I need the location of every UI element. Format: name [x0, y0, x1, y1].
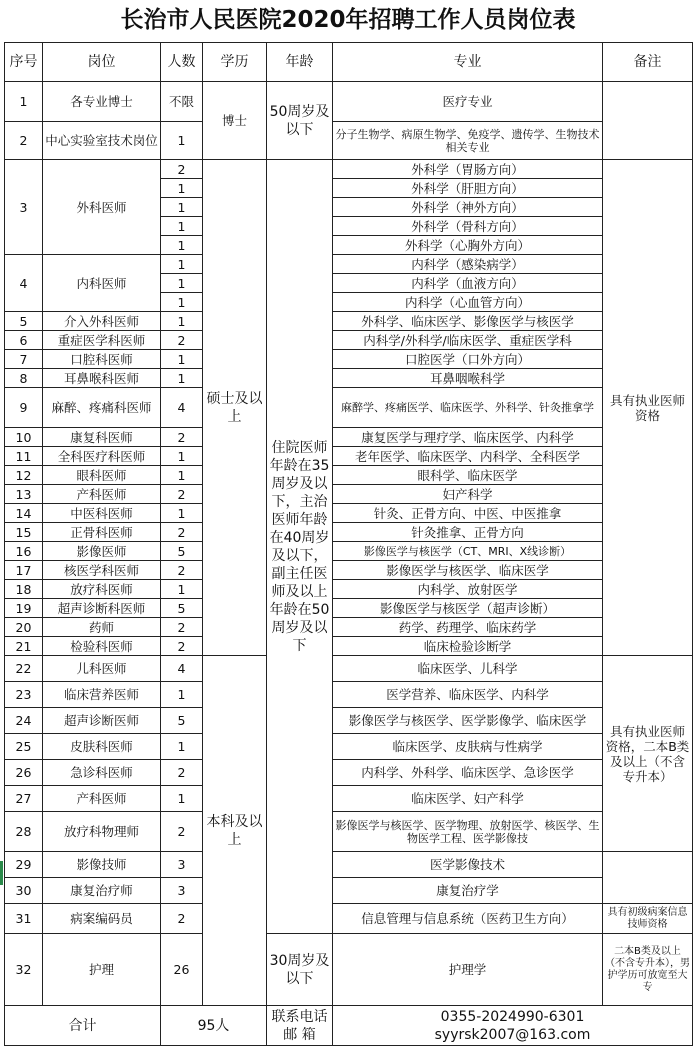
row-count: 2 — [161, 812, 203, 852]
row-post: 眼科医师 — [43, 466, 161, 485]
row-post: 药师 — [43, 618, 161, 637]
row-post: 康复治疗师 — [43, 878, 161, 904]
row-post: 麻醉、疼痛科医师 — [43, 388, 161, 428]
row-number: 31 — [5, 904, 43, 934]
row-number: 16 — [5, 542, 43, 561]
header-major: 专业 — [333, 43, 603, 82]
row-major: 内科学（心血管方向） — [333, 293, 603, 312]
row-post: 全科医疗科医师 — [43, 447, 161, 466]
table-row — [5, 878, 693, 904]
row-number: 13 — [5, 485, 43, 504]
row-post: 中医科医师 — [43, 504, 161, 523]
row-post: 各专业博士 — [43, 82, 161, 122]
row-major: 外科学（心胸外方向） — [333, 236, 603, 255]
table-row — [5, 428, 693, 447]
row-number: 29 — [5, 852, 43, 878]
note-cell: 具有初级病案信息技师资格 — [603, 904, 693, 934]
row-number: 21 — [5, 637, 43, 656]
row-count: 3 — [161, 852, 203, 878]
row-post: 临床营养医师 — [43, 682, 161, 708]
row-number: 1 — [5, 82, 43, 122]
table-row — [5, 934, 693, 1006]
row-major: 信息管理与信息系统（医药卫生方向） — [333, 904, 603, 934]
table-row — [5, 447, 693, 466]
row-count: 1 — [161, 734, 203, 760]
edu-cell: 硕士及以上 — [203, 160, 267, 656]
row-count: 4 — [161, 656, 203, 682]
row-count: 1 — [161, 369, 203, 388]
row-count: 1 — [161, 255, 203, 274]
row-post: 急诊科医师 — [43, 760, 161, 786]
table-row — [5, 122, 693, 160]
row-number: 24 — [5, 708, 43, 734]
row-major: 临床医学、皮肤病与性病学 — [333, 734, 603, 760]
row-major: 内科学、外科学、临床医学、急诊医学 — [333, 760, 603, 786]
row-number: 3 — [5, 160, 43, 255]
row-post: 耳鼻喉科医师 — [43, 369, 161, 388]
row-count: 1 — [161, 274, 203, 293]
row-count: 2 — [161, 904, 203, 934]
note-cell: 具有执业医师资格，二本B类及以上（不含专升本） — [603, 656, 693, 852]
row-number: 19 — [5, 599, 43, 618]
table-footer-row — [5, 1006, 693, 1046]
header-edu: 学历 — [203, 43, 267, 82]
row-major: 临床医学、儿科学 — [333, 656, 603, 682]
contact-email[interactable]: syyrsk2007@163.com — [434, 1026, 591, 1043]
table-row — [5, 786, 693, 812]
note-cell: 二本B类及以上（不含专升本），男护学历可放宽至大专 — [603, 934, 693, 1006]
header-no: 序号 — [5, 43, 43, 82]
table-row — [5, 466, 693, 485]
total-label: 合计 — [5, 1006, 161, 1046]
row-number: 25 — [5, 734, 43, 760]
row-number: 4 — [5, 255, 43, 312]
row-count: 5 — [161, 708, 203, 734]
row-count: 1 — [161, 504, 203, 523]
row-post: 影像技师 — [43, 852, 161, 878]
row-major: 老年医学、临床医学、内科学、全科医学 — [333, 447, 603, 466]
row-major: 外科学（骨科方向） — [333, 217, 603, 236]
row-count: 1 — [161, 447, 203, 466]
row-post: 外科医师 — [43, 160, 161, 255]
row-major: 内科学、放射医学 — [333, 580, 603, 599]
row-count: 2 — [161, 160, 203, 179]
row-post: 产科医师 — [43, 485, 161, 504]
row-count: 1 — [161, 580, 203, 599]
table-row — [5, 160, 693, 179]
row-post: 内科医师 — [43, 255, 161, 312]
row-number: 23 — [5, 682, 43, 708]
row-post: 放疗科医师 — [43, 580, 161, 599]
row-major: 内科学（感染病学） — [333, 255, 603, 274]
row-count: 2 — [161, 331, 203, 350]
row-major: 医疗专业 — [333, 82, 603, 122]
row-major: 麻醉学、疼痛医学、临床医学、外科学、针灸推拿学 — [333, 388, 603, 428]
table-row — [5, 331, 693, 350]
row-number: 30 — [5, 878, 43, 904]
row-major: 临床医学、妇产科学 — [333, 786, 603, 812]
row-major: 外科学（胃肠方向） — [333, 160, 603, 179]
table-row — [5, 542, 693, 561]
row-number: 9 — [5, 388, 43, 428]
table-row — [5, 82, 693, 122]
header-count: 人数 — [161, 43, 203, 82]
row-number: 27 — [5, 786, 43, 812]
row-count: 不限 — [161, 82, 203, 122]
table-row — [5, 580, 693, 599]
row-number: 32 — [5, 934, 43, 1006]
row-major: 护理学 — [333, 934, 603, 1006]
scroll-edge-marker — [0, 861, 3, 885]
row-number: 10 — [5, 428, 43, 447]
row-number: 14 — [5, 504, 43, 523]
row-major: 外科学（神外方向） — [333, 198, 603, 217]
row-major: 医学营养、临床医学、内科学 — [333, 682, 603, 708]
row-count: 2 — [161, 760, 203, 786]
row-count: 1 — [161, 786, 203, 812]
note-cell — [603, 82, 693, 160]
age-cell: 50周岁及以下 — [267, 82, 333, 160]
row-major: 耳鼻咽喉科学 — [333, 369, 603, 388]
row-count: 1 — [161, 312, 203, 331]
row-count: 2 — [161, 561, 203, 580]
table-row — [5, 734, 693, 760]
row-number: 17 — [5, 561, 43, 580]
row-major: 内科学/外科学/临床医学、重症医学科 — [333, 331, 603, 350]
row-number: 18 — [5, 580, 43, 599]
note-cell — [603, 852, 693, 904]
table-row — [5, 904, 693, 934]
table-row — [5, 637, 693, 656]
row-number: 15 — [5, 523, 43, 542]
row-number: 2 — [5, 122, 43, 160]
row-count: 5 — [161, 599, 203, 618]
contact-phone: 0355-2024990-6301 — [440, 1008, 585, 1025]
row-number: 11 — [5, 447, 43, 466]
row-major: 分子生物学、病原生物学、免疫学、遗传学、生物技术相关专业 — [333, 122, 603, 160]
row-count: 1 — [161, 293, 203, 312]
row-post: 病案编码员 — [43, 904, 161, 934]
row-major: 针灸、正骨方向、中医、中医推拿 — [333, 504, 603, 523]
age-cell: 30周岁及以下 — [267, 934, 333, 1006]
row-major: 影像医学与核医学（CT、MRI、X线诊断） — [333, 542, 603, 561]
row-count: 1 — [161, 122, 203, 160]
row-post: 护理 — [43, 934, 161, 1006]
row-count: 2 — [161, 618, 203, 637]
table-row — [5, 350, 693, 369]
table-row — [5, 656, 693, 682]
row-number: 7 — [5, 350, 43, 369]
row-count: 2 — [161, 637, 203, 656]
row-number: 5 — [5, 312, 43, 331]
row-count: 2 — [161, 428, 203, 447]
row-major: 外科学（肝胆方向） — [333, 179, 603, 198]
row-major: 影像医学与核医学、临床医学 — [333, 561, 603, 580]
row-major: 眼科学、临床医学 — [333, 466, 603, 485]
table-header-row — [5, 43, 693, 82]
table-row — [5, 618, 693, 637]
row-count: 2 — [161, 523, 203, 542]
row-major: 影像医学与核医学（超声诊断） — [333, 599, 603, 618]
row-number: 12 — [5, 466, 43, 485]
row-count: 1 — [161, 466, 203, 485]
row-major: 针灸推拿、正骨方向 — [333, 523, 603, 542]
edu-cell: 本科及以上 — [203, 656, 267, 1006]
table-row — [5, 255, 693, 274]
row-count: 1 — [161, 350, 203, 369]
row-major: 医学影像技术 — [333, 852, 603, 878]
table-row — [5, 852, 693, 878]
row-count: 1 — [161, 682, 203, 708]
page-title: 长治市人民医院2020年招聘工作人员岗位表 — [120, 7, 576, 33]
row-major: 临床检验诊断学 — [333, 637, 603, 656]
note-cell: 具有执业医师资格 — [603, 160, 693, 656]
row-post: 正骨科医师 — [43, 523, 161, 542]
row-post: 检验科医师 — [43, 637, 161, 656]
row-post: 介入外科医师 — [43, 312, 161, 331]
header-note: 备注 — [603, 43, 693, 82]
row-post: 产科医师 — [43, 786, 161, 812]
row-count: 26 — [161, 934, 203, 1006]
contact-info — [333, 1006, 693, 1046]
row-post: 儿科医师 — [43, 656, 161, 682]
row-count: 5 — [161, 542, 203, 561]
table-row — [5, 599, 693, 618]
table-row — [5, 504, 693, 523]
row-major: 妇产科学 — [333, 485, 603, 504]
row-count: 3 — [161, 878, 203, 904]
table-row — [5, 485, 693, 504]
header-post: 岗位 — [43, 43, 161, 82]
row-post: 影像医师 — [43, 542, 161, 561]
table-row — [5, 760, 693, 786]
row-post: 核医学科医师 — [43, 561, 161, 580]
row-post: 皮肤科医师 — [43, 734, 161, 760]
row-number: 20 — [5, 618, 43, 637]
row-major: 影像医学与核医学、医学影像学、临床医学 — [333, 708, 603, 734]
recruitment-table — [4, 42, 693, 1046]
row-post: 重症医学科医师 — [43, 331, 161, 350]
row-major: 口腔医学（口外方向） — [333, 350, 603, 369]
table-row — [5, 812, 693, 852]
table-row — [5, 388, 693, 428]
row-post: 放疗科物理师 — [43, 812, 161, 852]
row-count: 2 — [161, 485, 203, 504]
row-count: 1 — [161, 217, 203, 236]
row-number: 8 — [5, 369, 43, 388]
table-row — [5, 561, 693, 580]
row-count: 4 — [161, 388, 203, 428]
header-age: 年龄 — [267, 43, 333, 82]
row-major: 内科学（血液方向） — [333, 274, 603, 293]
table-row — [5, 682, 693, 708]
table-row — [5, 312, 693, 331]
row-post: 康复科医师 — [43, 428, 161, 447]
row-number: 6 — [5, 331, 43, 350]
row-major: 康复治疗学 — [333, 878, 603, 904]
row-post: 口腔科医师 — [43, 350, 161, 369]
row-major: 外科学、临床医学、影像医学与核医学 — [333, 312, 603, 331]
row-number: 26 — [5, 760, 43, 786]
edu-cell: 博士 — [203, 82, 267, 160]
row-count: 1 — [161, 198, 203, 217]
age-cell: 住院医师年龄在35周岁及以下，主治医师年龄在40周岁及以下，副主任医师及以上年龄在50周岁及以下 — [267, 160, 333, 934]
row-count: 1 — [161, 179, 203, 198]
row-post: 超声诊断医师 — [43, 708, 161, 734]
total-value: 95人 — [161, 1006, 267, 1046]
row-major: 康复医学与理疗学、临床医学、内科学 — [333, 428, 603, 447]
table-row — [5, 523, 693, 542]
row-major: 药学、药理学、临床药学 — [333, 618, 603, 637]
row-count: 1 — [161, 236, 203, 255]
row-post: 超声诊断科医师 — [43, 599, 161, 618]
row-number: 22 — [5, 656, 43, 682]
table-row — [5, 369, 693, 388]
row-number: 28 — [5, 812, 43, 852]
row-major: 影像医学与核医学、医学物理、放射医学、核医学、生物医学工程、医学影像技 — [333, 812, 603, 852]
table-row — [5, 708, 693, 734]
contact-label: 联系电话 邮 箱 — [267, 1006, 333, 1046]
row-post: 中心实验室技术岗位 — [43, 122, 161, 160]
